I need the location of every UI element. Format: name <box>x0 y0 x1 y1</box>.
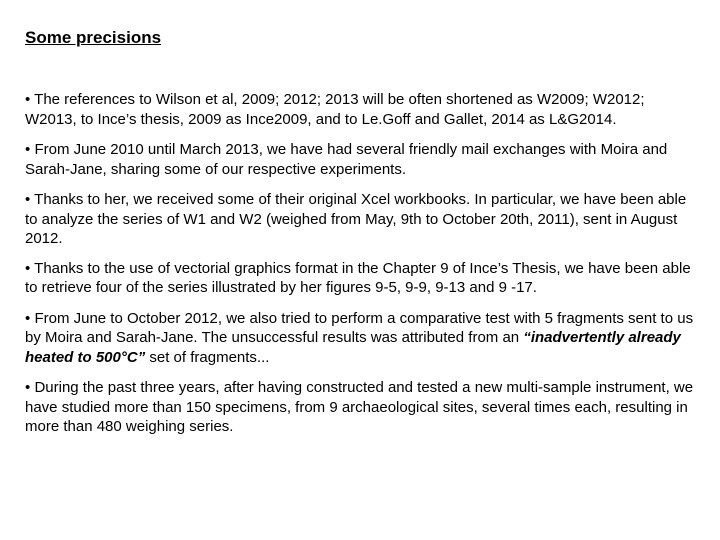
bullet-marker: • <box>25 259 31 277</box>
bullet-marker: • <box>25 191 31 208</box>
slide-title: Some precisions <box>25 28 162 47</box>
bullet-item-comparative-test <box>25 309 700 368</box>
bullet-text: Thanks to the use of vectorial graphics format in the Chapter 9 of Ince’s Thesis, we have been able to retrieve four of the series illustrated by her figures 9-5, 9-9, 9-13 and 9 -17. <box>25 259 691 296</box>
bullet-item-xcel-workbooks <box>25 190 700 249</box>
bullet-list <box>25 90 700 448</box>
bullet-text: The references to Wilson et al, 2009; 2012; 2013 will be often shortened as W2009; W2012; W2013, to Ince’s thesis, 2009 as Ince2009, and to Le.Goff and Gallet, 2014 as L&G2014. <box>25 91 645 128</box>
bullet-item-multi-sample-instrument <box>25 378 700 437</box>
bullet-marker: • <box>25 141 31 158</box>
bullet-marker: • <box>25 309 31 327</box>
bullet-marker: • <box>25 91 31 108</box>
bullet-text-after: set of fragments... <box>145 348 270 366</box>
bullet-item-vectorial-graphics <box>25 259 700 298</box>
bullet-marker: • <box>25 379 31 396</box>
bullet-text: During the past three years, after having constructed and tested a new multi-sample instrument, we have studied more than 150 specimens, from 9 archaeological sites, several times each, resulting in more than 480 weighing series. <box>25 379 694 435</box>
bullet-item-references <box>25 90 700 129</box>
bullet-text-before: From June to October 2012, we also tried to perform a comparative test with 5 fragments sent to us by Moira and Sarah-Jane. The unsuccessful results was attributed from an <box>25 309 694 346</box>
bullet-item-mail-exchanges <box>25 140 700 179</box>
bullet-quote: “inadvertently already heated to 500°C” <box>25 329 681 366</box>
bullet-text: Thanks to her, we received some of their original Xcel workbooks. In particular, we have been able to analyze the series of W1 and W2 (weighed from May, 9th to October 20th, 2011), sent in August 2012. <box>25 191 687 247</box>
bullet-text: From June 2010 until March 2013, we have had several friendly mail exchanges with Moira and Sarah-Jane, sharing some of our respective experiments. <box>25 141 668 178</box>
